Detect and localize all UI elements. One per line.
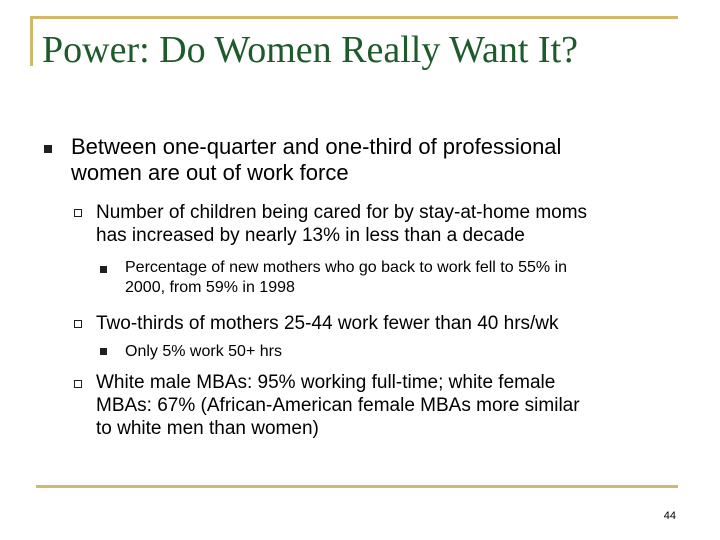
bullet-line: Two-thirds of mothers 25-44 work fewer than 40 hrs/wk (96, 313, 559, 334)
bullet-line: women are out of work force (71, 160, 349, 185)
page-number: 44 (663, 510, 676, 522)
hollow-square-bullet-icon (74, 209, 82, 217)
bullet-line: Number of children being cared for by stay-at-home moms (96, 202, 588, 223)
bullet-text-l2 (96, 312, 559, 335)
bullet-text-l2 (96, 201, 587, 247)
hollow-square-bullet-icon (74, 380, 82, 388)
square-bullet-icon (44, 145, 52, 153)
bullet-line: White male MBAs: 95% working full-time; white female (96, 372, 556, 393)
bullet-text-l2 (96, 371, 580, 440)
square-bullet-icon (100, 348, 107, 355)
square-bullet-icon (100, 266, 107, 273)
bullet-text-l1 (71, 134, 561, 186)
slide-title: Power: Do Women Really Want It? (42, 29, 578, 71)
footer-divider-line (36, 485, 678, 488)
bullet-line: has increased by nearly 13% in less than a decade (96, 225, 525, 246)
bullet-line: MBAs: 67% (African-American female MBAs more similar (96, 395, 580, 416)
bullet-text-l3 (125, 258, 567, 298)
bullet-line: Between one-quarter and one-third of professional (71, 134, 562, 159)
bullet-line: Percentage of new mothers who go back to work fell to 55% in (125, 259, 568, 276)
title-frame-top-line (30, 16, 678, 19)
title-frame-left-line (30, 16, 33, 66)
bullet-text-l3 (125, 342, 282, 362)
bullet-line: 2000, from 59% in 1998 (125, 279, 295, 296)
hollow-square-bullet-icon (74, 320, 82, 328)
bullet-line: Only 5% work 50+ hrs (125, 343, 282, 360)
bullet-line: to white men than women) (96, 418, 319, 439)
